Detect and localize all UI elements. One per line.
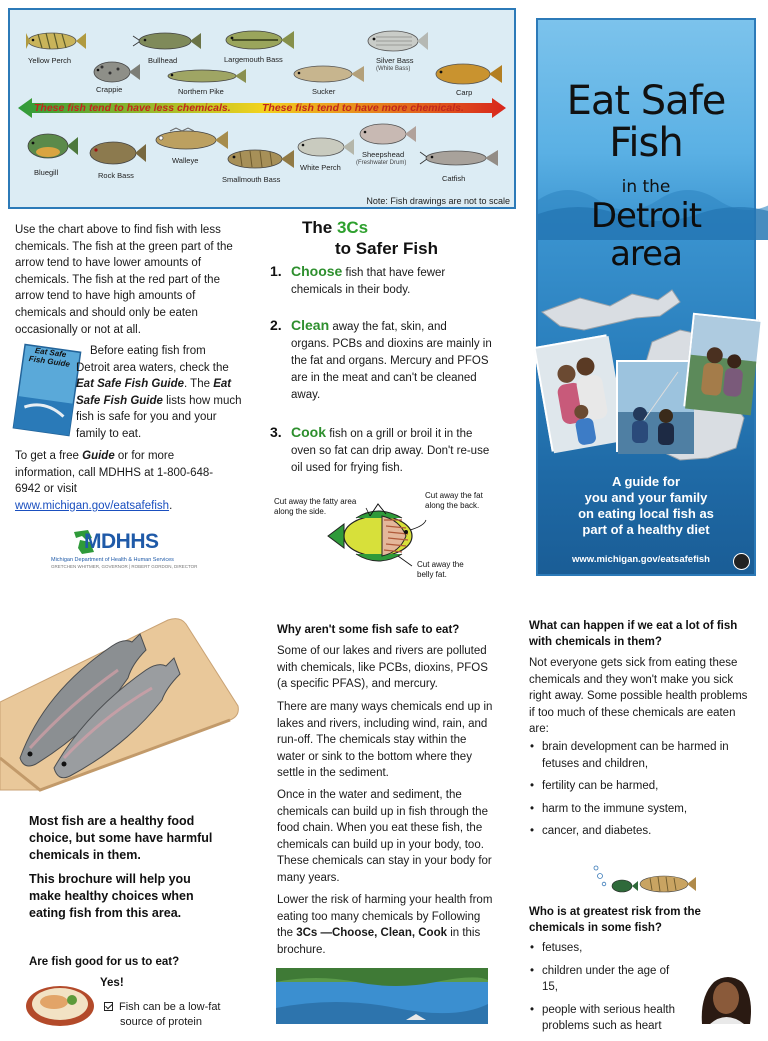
fish-label: Sheepshead	[362, 150, 405, 159]
step-number: 2.	[270, 317, 282, 333]
get-guide-text	[15, 448, 215, 514]
fish-label: Bullhead	[148, 56, 178, 65]
cover-title-line-2: Fish	[609, 120, 683, 166]
risk-groups-list	[529, 940, 681, 1041]
greatest-risk-heading: Who is at greatest risk from the chemicals in some fish?	[529, 906, 701, 934]
step-text: chemicals in their body.	[291, 284, 411, 296]
text-run: in this brochure.	[277, 927, 481, 956]
fish-on-cutting-board-photo	[0, 608, 240, 790]
carp-drawing	[432, 60, 502, 88]
list-item: • cancer, and diabetes.	[529, 823, 749, 840]
tagline-line: A guide for	[611, 474, 681, 489]
step-text: organs. PCBs and dioxins are mainly in the fat and organs. Mercury and PFOS are in the meat and can't be cleaned away.	[291, 338, 492, 401]
chart-explanation: Use the chart above to find fish with less chemicals. The fish at the green part of the arrow tend to have lower amounts of chemicals. The fish at the red part of the arrow tend to have high amounts of chemicals and should only be eaten occasionally or not at all.	[15, 224, 233, 336]
fish-chemical-chart	[8, 8, 516, 209]
why-unsafe-p1: Some of our lakes and rivers are polluted with chemicals, like PCBs, dioxins, PFOS (a specific PFAS), and mercury.	[277, 645, 488, 691]
lake-scene-photo	[276, 968, 488, 1024]
threecs-subtitle: to Safer Fish	[335, 239, 438, 258]
why-unsafe-p3: Once in the water and sediment, the chemicals can build up in fish through the food chain. When you eat these fish, the chemicals can build up in your body, too. These chemicals can stay in your body for many years.	[277, 789, 492, 884]
cover-title-line-5: area	[610, 234, 682, 274]
step-number: 1.	[270, 263, 282, 279]
arrow-left-text: These fish tend to have less chemicals.	[34, 102, 231, 114]
health-effects-heading: What can happen if we eat a lot of fish with chemicals in them?	[529, 620, 738, 648]
cover-guide-tagline	[538, 474, 754, 538]
guide-booklet-title: Eat Safe Fish Guide	[28, 345, 71, 369]
cover-url: www.michigan.gov/eatsafefish	[572, 554, 710, 565]
text-run: . The	[184, 378, 214, 391]
threecs-title	[302, 218, 368, 238]
brochure-purpose-text: This brochure will help you make healthy choices when eating fish from this area.	[29, 872, 194, 920]
fish-label: Walleye	[172, 156, 199, 165]
largemouth-bass-drawing	[222, 27, 294, 53]
fish-label: Bluegill	[34, 168, 59, 177]
health-effects-intro: Not everyone gets sick from eating these chemicals and they won't make you sick right away. Some possible health problems if too much of these chemicals are eaten are:	[529, 657, 748, 736]
eatsafefish-link[interactable]: www.michigan.gov/eatsafefish	[15, 499, 170, 512]
diagram-label-side: Cut away the fatty area along the side.	[274, 497, 357, 516]
woman-photo	[684, 972, 760, 1024]
step-choose	[291, 263, 501, 299]
fish-label: Crappie	[96, 85, 123, 94]
why-unsafe-p4	[277, 892, 493, 958]
benefit-item	[104, 1000, 244, 1030]
before-eating-text	[76, 343, 242, 443]
white-perch-drawing	[294, 134, 354, 160]
catfish-drawing	[422, 146, 498, 170]
yes-answer: Yes!	[100, 977, 124, 989]
tagline-line: on eating local fish as	[578, 506, 714, 521]
rock-bass-drawing	[86, 138, 146, 168]
why-unsafe-heading: Why aren't some fish safe to eat?	[277, 624, 460, 636]
northern-pike-drawing	[164, 66, 246, 86]
why-unsafe-p2: There are many ways chemicals end up in lakes and rivers, including wind, rain, and run-off. The chemicals stay within the water or sink to the bottom where they settle in the sediment.	[277, 701, 493, 780]
step-keyword: Clean	[291, 317, 330, 333]
guide-name: Eat Safe Fish Guide	[76, 378, 232, 407]
walleye-drawing	[152, 126, 228, 154]
fish-bubbles-graphic	[590, 860, 696, 898]
fish-label: Carp	[456, 88, 473, 97]
list-item: • fertility can be harmed,	[529, 778, 749, 795]
diagram-label-back: Cut away the fat along the back.	[425, 491, 483, 510]
benefit-text: Fish can be a low-fat	[119, 1001, 221, 1013]
list-item: • children under the age of 15,	[529, 963, 681, 996]
fish-good-question: Are fish good for us to eat?	[29, 956, 180, 968]
list-item: • harm to the immune system,	[529, 801, 749, 818]
fish-label: Largemouth Bass	[224, 55, 283, 64]
smallmouth-bass-drawing	[224, 146, 294, 172]
step-text: fish on a grill or broil it in the	[326, 428, 473, 440]
step-number: 3.	[270, 424, 282, 440]
crappie-drawing	[90, 58, 140, 86]
list-item: • people with serious health problems such as heart	[529, 1002, 681, 1035]
diagram-label-belly: Cut away the belly fat.	[417, 560, 464, 579]
fish-label: Rock Bass	[98, 171, 134, 180]
text-run: lists how much fish is safe for you and your family to eat.	[76, 394, 242, 440]
yellow-perch-drawing	[24, 28, 86, 54]
brochure-cover	[536, 18, 756, 576]
threecs-inline: 3Cs —Choose, Clean, Cook	[296, 927, 447, 940]
fish-label: White Perch	[300, 163, 341, 172]
cover-title-line-3: in the	[621, 177, 671, 197]
tagline-line: you and your family	[584, 490, 708, 505]
bluegill-drawing	[24, 130, 78, 162]
list-item: • fetuses,	[529, 940, 681, 957]
tagline-line: part of a healthy diet	[582, 522, 710, 537]
title-3cs: 3Cs	[336, 218, 369, 237]
step-keyword: Cook	[291, 424, 326, 440]
step-text: fish that have fewer	[342, 267, 446, 279]
healthy-choice-text: Most fish are a healthy food choice, but some have harmful chemicals in them.	[29, 814, 213, 862]
chart-scale-note: Note: Fish drawings are not to scale	[366, 196, 510, 206]
step-text: away the fat, skin, and	[329, 321, 447, 333]
step-keyword: Choose	[291, 263, 343, 279]
checkbox-icon	[104, 1002, 113, 1011]
guide-name: Eat Safe Fish Guide	[76, 378, 184, 391]
list-item: • brain development can be harmed in fetuses and children,	[529, 739, 749, 772]
fish-label: Yellow Perch	[28, 56, 72, 65]
text-run: .	[169, 499, 173, 512]
fish-label: Sucker	[312, 87, 336, 96]
fish-label: Catfish	[442, 174, 466, 183]
mdhhs-logo-subtitle: Michigan Department of Health & Human Services	[51, 557, 174, 563]
step-text: oven so fat can drip away. Don't re-use oil used for frying fish.	[291, 445, 490, 474]
kids-fishing-photo	[616, 360, 692, 452]
text-run: Lower the risk of harming your health from eating too many chemicals by Following the	[277, 894, 493, 940]
text-run: To get a free	[15, 450, 83, 462]
bullhead-drawing	[135, 28, 201, 54]
cover-title-line-4: Detroit	[590, 196, 702, 236]
sucker-drawing	[290, 62, 364, 86]
cover-title-line-1: Eat Safe	[566, 78, 726, 124]
eat-safe-fish-seal-icon	[733, 553, 750, 570]
guide-word: Guide	[82, 450, 115, 462]
fish-label-note: (Freshwater Drum)	[356, 160, 407, 166]
silver-bass-drawing	[364, 27, 428, 55]
fish-dinner-plate-photo	[24, 980, 94, 1024]
fish-label: Northern Pike	[178, 87, 224, 96]
mdhhs-logo-officials: GRETCHEN WHITMER, GOVERNOR | ROBERT GORDON, DIRECTOR	[51, 564, 198, 569]
benefit-text: source of protein	[120, 1016, 202, 1028]
fish-label-note: (White Bass)	[376, 66, 411, 72]
health-problems-list	[529, 739, 749, 846]
couple-photo	[683, 313, 758, 413]
fish-label: Silver Bass	[376, 56, 414, 65]
arrow-right-text: These fish tend to have more chemicals.	[262, 102, 464, 114]
fish-cleaning-diagram	[326, 496, 426, 576]
step-cook	[291, 424, 501, 477]
text-run: or for more information, call MDHHS at 1-800-648-6942 or visit	[15, 450, 214, 496]
text-run: Before eating fish from Detroit area waters, check the	[76, 345, 229, 374]
title-run: The	[302, 218, 337, 237]
sheepshead-drawing	[356, 120, 416, 148]
mdhhs-logo-text: MDHHS	[84, 530, 159, 553]
step-clean	[291, 317, 501, 404]
fish-label: Smallmouth Bass	[222, 175, 281, 184]
